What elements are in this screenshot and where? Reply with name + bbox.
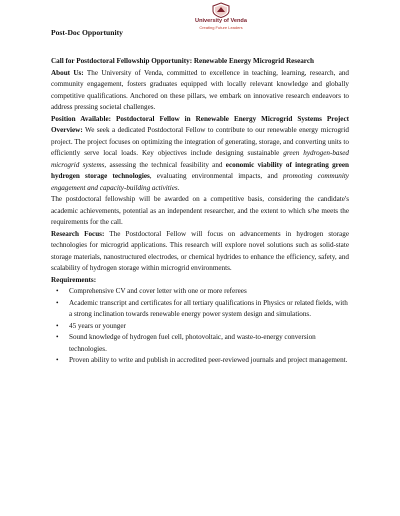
document-body (51, 56, 349, 367)
position-italic-2: promoting community engagement and capacity-building activities (51, 172, 349, 192)
call-title: Call for Postdoctoral Fellowship Opportunity: Renewable Energy Microgrid Research (51, 57, 314, 65)
award-paragraph: The postdoctoral fellowship will be awarded on a competitive basis, considering the candidate's academic achievements, potential as an independent researcher, and the extent to which s/he meets the requirements for the call. (51, 195, 349, 226)
university-crest-icon (210, 2, 232, 18)
list-item: • Proven ability to write and publish in accredited peer-reviewed journals and project management. (51, 355, 349, 367)
about-paragraph (51, 68, 349, 114)
page-title: Post-Doc Opportunity (51, 28, 123, 37)
list-item: • 45 years or younger (51, 321, 349, 333)
logo-name: University of Venda (195, 18, 247, 24)
position-text-4: . (177, 183, 180, 192)
list-item: • Comprehensive CV and cover letter with one or more referees (51, 286, 349, 298)
position-text-1: We seek a dedicated Postdoctoral Fellow to contribute to our renewable energy microgrid project. The project focuses on optimizing the integration of generating, storage, and converting units to efficiently serve local loads. Key objectives include designing sustainable (51, 126, 349, 157)
position-paragraph (51, 114, 349, 195)
position-label: Position Available: Postdoctoral Fellow in Renewable Energy Microgrid Systems Project Overview: (51, 114, 349, 134)
position-italic-1: green hydrogen-based microgrid systems, (51, 149, 349, 169)
list-item: • Sound knowledge of hydrogen fuel cell, photovoltaic, and waste-to-energy conversion technologies. (51, 332, 349, 355)
focus-text: The Postdoctoral Fellow will focus on advancements in hydrogen storage technologies for microgrid applications. This research will explore novel solutions such as solid-state storage materials, nanostructured electrodes, or chemical hydrides to enhance the efficiency, safety, and scalability of hydrogen storage within microgrid environments. (51, 229, 349, 272)
about-label: About Us: (51, 68, 84, 77)
position-bold-1: economic viability of integrating green hydrogen storage technologies (51, 160, 350, 180)
focus-paragraph (51, 229, 349, 275)
requirements-list (51, 286, 349, 367)
logo-tagline: Creating Future Leaders (199, 25, 243, 30)
list-item: • Academic transcript and certificates for all tertiary qualifications in Physics or related fields, with a strong inclination towards renewable energy power system design and simulations. (51, 298, 349, 321)
university-logo (186, 2, 256, 30)
position-text-3: , evaluating environmental impacts, and (149, 172, 283, 180)
about-text: The University of Venda, committed to excellence in teaching, learning, research, and community engagement, fosters graduates equipped with locally relevant knowledge and globally competitive qualifications. Anchored on these pillars, we embark on innovative research endeavors to address pressing societal challenges. (51, 68, 349, 111)
requirements-heading: Requirements: (51, 275, 97, 284)
focus-label: Research Focus: (51, 229, 105, 238)
position-text-2: assessing the technical feasibility and (106, 160, 226, 169)
